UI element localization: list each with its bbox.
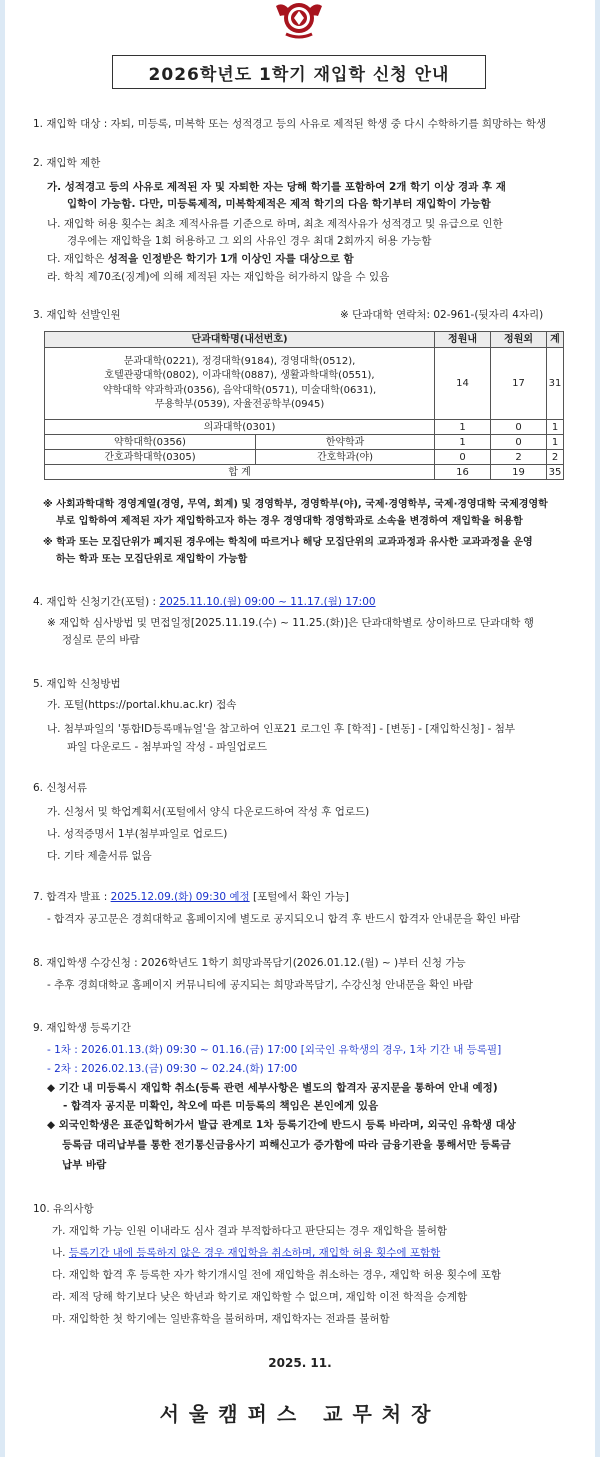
cancel-notice-sub: - 합격자 공지문 미확인, 착오에 따른 미등록의 책임은 본인에게 있음 [63, 1100, 379, 1112]
section-2-item-b-line2: 경우에는 재입학을 1회 허용하고 그 외의 사유인 경우 최대 2회까지 허용 가능함 [67, 235, 432, 247]
table-total-row [45, 465, 564, 480]
table-header: 계 [547, 332, 564, 348]
table-row [45, 435, 564, 450]
section-2-item-b-line1: 나. 재입학 허용 횟수는 최초 제적사유를 기준으로 하며, 최초 제적사유가 성적경고 및 유급으로 인한 [47, 218, 503, 230]
section-8-note: - 추후 경희대학교 홈페이지 커뮤니티에 공지되는 희망과목담기, 수강신청 안내문을 확인 바람 [47, 979, 473, 991]
table-row [45, 450, 564, 465]
section-4-note-line2: 정실로 문의 바람 [62, 634, 140, 646]
table-cell: 의과대학(0301) [45, 420, 435, 435]
table-cell: 한약학과 [256, 435, 435, 450]
note-business-line1: ※ 사회과학대학 경영계열(경영, 무역, 회계) 및 경영학부, 경영학부(야), 국제·경영학부, 국제·경영대학 국제경영학 [43, 499, 548, 510]
section-5-item-b-line1: 나. 첨부파일의 '통합ID등록매뉴얼'을 참고하여 인포21 로그인 후 [학적] - [변동] - [재입학신청] - 첨부 [47, 723, 515, 735]
section-2-heading: 2. 재입학 제한 [33, 157, 101, 169]
section-2-item-a-line2: 입학이 가능함. 다만, 미등록제적, 미복학제적은 제적 학기의 다음 학기부터 재입학이 가능함 [67, 198, 491, 210]
caution-item-e: 마. 재입학한 첫 학기에는 일반휴학을 불허하며, 재입학자는 전과를 불허함 [52, 1313, 390, 1325]
foreign-student-notice-line3: 납부 바람 [62, 1159, 107, 1171]
table-cell: 합 계 [45, 465, 435, 480]
title-box [112, 55, 486, 89]
table-row [45, 348, 564, 420]
foreign-student-notice-line1: ◆ 외국인학생은 표준입학허가서 발급 관계로 1차 등록기간에 반드시 등록 바라며, 외국인 유학생 대상 [47, 1119, 516, 1131]
foreign-student-notice-line2: 등록금 대리납부를 통한 전기통신금융사기 피해신고가 증가함에 따라 금융기관을 통해서만 등록금 [62, 1139, 511, 1151]
section-5-heading: 5. 재입학 신청방법 [33, 678, 121, 690]
contact-note: ※ 단과대학 연락처: 02-961-(뒷자리 4자리) [340, 309, 544, 321]
table-cell: 간호학과(야) [256, 450, 435, 465]
university-emblem-icon [272, 0, 326, 40]
table-cell: 2 [547, 450, 564, 465]
table-header: 단과대학명(내선번호) [45, 332, 435, 348]
section-4-note-line1: ※ 재입학 심사방법 및 면접일정[2025.11.19.(수) ~ 11.25.(화)]은 단과대학별로 상이하므로 단과대학 행 [47, 617, 534, 629]
table-header: 정원내 [435, 332, 491, 348]
table-cell: 1 [435, 435, 491, 450]
section-9-heading: 9. 재입학생 등록기간 [33, 1022, 131, 1034]
table-cell: 19 [491, 465, 547, 480]
table-cell: 1 [435, 420, 491, 435]
section-7-note: - 합격자 공고문은 경희대학교 홈페이지에 별도로 공지되오니 합격 후 반드시 합격자 안내문을 확인 바람 [47, 913, 521, 925]
table-cell: 17 [491, 348, 547, 420]
table-cell: 1 [547, 420, 564, 435]
cancel-notice: ◆ 기간 내 미등록시 재입학 취소(등록 관련 세부사항은 별도의 합격자 공지문을 통하여 안내 예정) [47, 1082, 498, 1094]
section-7-heading: 7. 합격자 발표 : 2025.12.09.(화) 09:30 예정 [포털에서 확인 가능] [33, 891, 349, 903]
section-6-heading: 6. 신청서류 [33, 782, 87, 794]
table-cell: 간호과학대학(0305) [45, 450, 256, 465]
section-2-item-d: 라. 학칙 제70조(징계)에 의해 제적된 자는 재입학을 허가하지 않을 수 있음 [47, 271, 390, 283]
table-cell: 2 [491, 450, 547, 465]
table-cell: 0 [491, 420, 547, 435]
note-abolished-line1: ※ 학과 또는 모집단위가 폐지된 경우에는 학칙에 따르거나 해당 모집단위의 교과과정과 유사한 교과과정을 운영 [43, 537, 533, 548]
section-5-item-a: 가. 포털(https://portal.khu.ac.kr) 접속 [47, 699, 237, 711]
caution-item-d: 라. 제적 당해 학기보다 낮은 학년과 학기로 재입학할 수 없으며, 재입학 이전 학적을 승계함 [52, 1291, 468, 1303]
issue-date: 2025. 11. [268, 1356, 332, 1370]
section-2-item-a-line1: 가. 성적경고 등의 사유로 제적된 자 및 자퇴한 자는 당해 학기를 포함하여 2개 학기 이상 경과 후 재 [47, 181, 506, 193]
table-cell: 14 [435, 348, 491, 420]
caution-item-c: 다. 재입학 합격 후 등록한 자가 학기개시일 전에 재입학을 취소하는 경우, 재입학 허용 횟수에 포함 [52, 1269, 501, 1281]
caution-item-a: 가. 재입학 가능 인원 이내라도 심사 결과 부적합하다고 판단되는 경우 재입학을 불허함 [52, 1225, 448, 1237]
section-6-item-a: 가. 신청서 및 학업계획서(포털에서 양식 다운로드하여 작성 후 업로드) [47, 806, 370, 818]
registration-period-1: - 1차 : 2026.01.13.(화) 09:30 ~ 01.16.(금) 17:00 [외국인 유학생의 경우, 1차 기간 내 등록필] [47, 1044, 502, 1056]
table-cell: 35 [547, 465, 564, 480]
page-title: 2026학년도 1학기 재입학 신청 안내 [148, 64, 450, 85]
note-business-line2: 부로 입학하여 제적된 자가 재입학하고자 하는 경우 경영대학 경영학과로 소속을 변경하여 재입학을 허용함 [56, 516, 523, 527]
caution-item-b: 나. 등록기간 내에 등록하지 않은 경우 재입학을 취소하며, 재입학 허용 횟수에 포함함 [52, 1247, 441, 1259]
section-5-item-b-line2: 파일 다운로드 - 첨부파일 작성 - 파일업로드 [67, 741, 268, 753]
section-2-item-c: 다. 재입학은 성적을 인정받은 학기가 1개 이상인 자를 대상으로 함 [47, 253, 354, 265]
table-row [45, 420, 564, 435]
registration-period-2: - 2차 : 2026.02.13.(금) 09:30 ~ 02.24.(화) 17:00 [47, 1063, 298, 1075]
college-list-cell: 문과대학(0221), 정경대학(9184), 경영대학(0512), 호텔관광대학(0802), 이과대학(0887), 생활과학대학(0551), 약학대학 약과학과(0356), 음악대학(0571), 미술대학(0631), 무용학부(0539), 자율전공학부(0945) [45, 348, 435, 420]
section-1-target: 1. 재입학 대상 : 자퇴, 미등록, 미복학 또는 성적경고 등의 사유로 제적된 학생 중 다시 수학하기를 희망하는 학생 [33, 118, 547, 130]
table-cell: 0 [435, 450, 491, 465]
section-10-heading: 10. 유의사항 [33, 1203, 94, 1215]
table-cell: 1 [547, 435, 564, 450]
table-cell: 0 [491, 435, 547, 450]
table-cell: 16 [435, 465, 491, 480]
table-cell: 31 [547, 348, 564, 420]
table-header: 정원외 [491, 332, 547, 348]
note-abolished-line2: 하는 학과 또는 모집단위로 재입학이 가능함 [56, 554, 248, 565]
quota-table [44, 331, 564, 480]
section-6-item-b: 나. 성적증명서 1부(첨부파일로 업로드) [47, 828, 228, 840]
section-3-heading: 3. 재입학 선발인원 [33, 309, 121, 321]
section-4-heading: 4. 재입학 신청기간(포털) : 2025.11.10.(월) 09:00 ~ 11.17.(월) 17:00 [33, 596, 376, 608]
section-6-item-c: 다. 기타 제출서류 없음 [47, 850, 152, 862]
table-cell: 약학대학(0356) [45, 435, 256, 450]
signature-office: 서울캠퍼스 교무처장 [159, 1402, 441, 1426]
section-8-heading: 8. 재입학생 수강신청 : 2026학년도 1학기 희망과목담기(2026.01.12.(월) ~ )부터 신청 가능 [33, 957, 466, 969]
